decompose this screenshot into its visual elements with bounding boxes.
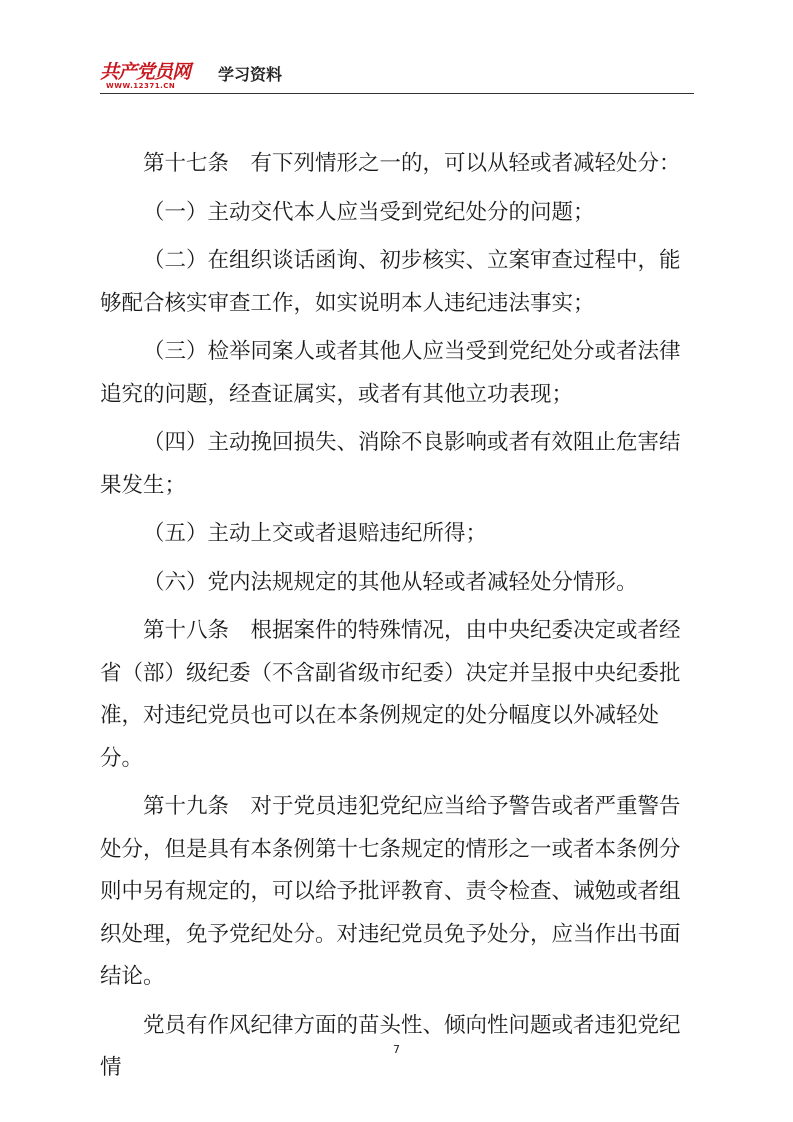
paragraph-article-18: 第十八条 根据案件的特殊情况，由中央纪委决定或者经省（部）级纪委（不含副省级市纪委）决定并呈报中央纪委批准，对违纪党员也可以在本条例规定的处分幅度以外减轻处分。 (100, 618, 681, 771)
paragraph-item-1: （一）主动交代本人应当受到党纪处分的问题； (143, 199, 595, 225)
header-divider (100, 93, 694, 94)
site-logo-url: WWW.12371.CN (106, 82, 176, 90)
page-header (100, 55, 694, 95)
header-title: 学习资料 (218, 65, 283, 84)
paragraph-item-4: （四）主动挽回损失、消除不良影响或者有效阻止危害结果发生； (100, 430, 681, 498)
site-logo: 共产党员网 (100, 61, 191, 83)
paragraph-article-17: 第十七条 有下列情形之一的，可以从轻或者减轻处分： (143, 151, 681, 176)
paragraph-item-5: （五）主动上交或者退赔违纪所得； (143, 521, 488, 546)
paragraph-article-19: 第十九条 对于党员违犯党纪应当给予警告或者严重警告处分，但是具有本条例第十七条规定的情形之一或者本条例分则中另有规定的，可以给予批评教育、责令检查、诫勉或者组织处理，免予党纪处分。对违纪党员免予处分，应当作出书面结论。 (100, 794, 681, 989)
document-body (100, 143, 694, 1090)
paragraph-item-6: （六）党内法规规定的其他从轻或者减轻处分情形。 (143, 569, 638, 595)
paragraph-item-3: （三）检举同案人或者其他人应当受到党纪处分或者法律追究的问题，经查证属实，或者有其他立功表现； (100, 339, 681, 407)
page-number: 7 (393, 1043, 400, 1056)
paragraph-continuation: 党员有作风纪律方面的苗头性、倾向性问题或者违犯党纪情 (100, 1012, 681, 1080)
paragraph-item-2: （二）在组织谈话函询、初步核实、立案审查过程中，能够配合核实审查工作，如实说明本人违纪违法事实； (100, 248, 681, 316)
